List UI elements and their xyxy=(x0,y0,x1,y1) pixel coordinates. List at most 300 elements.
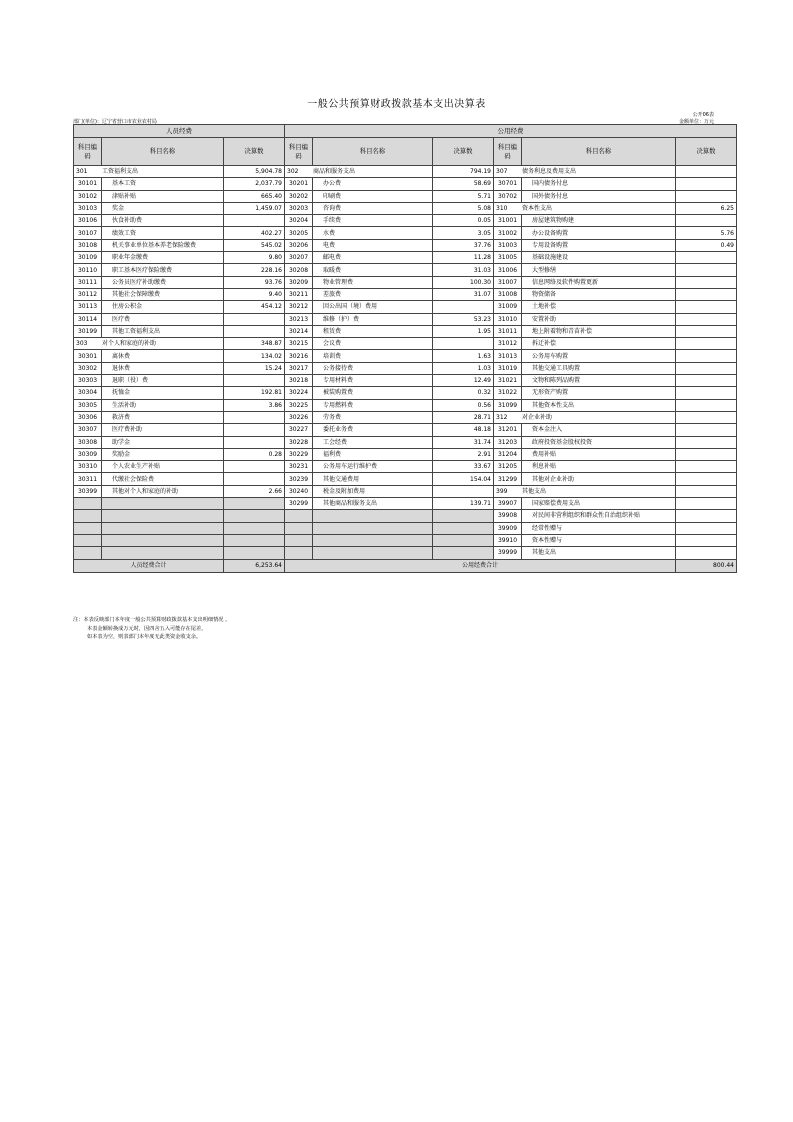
category-cell xyxy=(494,411,676,423)
subject-name: 资本金注入 xyxy=(522,424,676,436)
category-code: 312 xyxy=(496,414,508,422)
subject-code: 30111 xyxy=(74,276,102,288)
subject-code: 30213 xyxy=(285,313,313,325)
subject-name: 利息补贴 xyxy=(522,461,676,473)
subject-name: 维修（护）费 xyxy=(313,313,433,325)
amount-cell xyxy=(224,534,285,546)
amount-cell xyxy=(676,301,737,313)
amount-cell: 794.19 xyxy=(433,166,494,178)
subject-code xyxy=(74,510,102,522)
subject-name: 经常性赠与 xyxy=(522,522,676,534)
amount-cell xyxy=(224,510,285,522)
subject-name: 税金及附加费用 xyxy=(313,485,433,497)
subject-name: 住房公积金 xyxy=(102,301,224,313)
subject-name: 租赁费 xyxy=(313,325,433,337)
table-row xyxy=(74,461,737,473)
subject-name: 专用燃料费 xyxy=(313,399,433,411)
category-code: 301 xyxy=(76,168,88,176)
amount-cell: 2,037.79 xyxy=(224,178,285,190)
table-row xyxy=(74,498,737,510)
subject-code xyxy=(74,522,102,534)
subject-code: 30211 xyxy=(285,288,313,300)
table-number: 公开06表 xyxy=(692,112,714,118)
table-row xyxy=(74,288,737,300)
table-row xyxy=(74,227,737,239)
amount-cell xyxy=(676,215,737,227)
category-cell xyxy=(285,166,433,178)
subject-code: 30229 xyxy=(285,448,313,460)
header-code: 科目编码 xyxy=(74,138,102,166)
amount-cell: 9.80 xyxy=(224,252,285,264)
amount-cell: 0.32 xyxy=(433,387,494,399)
note-line: 注：本表反映部门本年度一般公共预算财政拨款基本支出明细情况 。 xyxy=(73,617,231,623)
amount-cell xyxy=(676,313,737,325)
amount-cell xyxy=(224,325,285,337)
amount-cell: 348.87 xyxy=(224,338,285,350)
amount-cell: 28.71 xyxy=(433,411,494,423)
subject-code: 31012 xyxy=(494,338,522,350)
subject-code: 31201 xyxy=(494,424,522,436)
amount-cell xyxy=(676,350,737,362)
amount-cell xyxy=(676,387,737,399)
subject-code: 31005 xyxy=(494,252,522,264)
amount-cell: 93.76 xyxy=(224,276,285,288)
category-cell xyxy=(494,166,676,178)
table-row xyxy=(74,202,737,214)
subject-code: 30108 xyxy=(74,239,102,251)
subject-code: 31003 xyxy=(494,239,522,251)
category-name: 对个人和家庭的补助 xyxy=(102,340,157,348)
subject-name: 其他社会保障缴费 xyxy=(102,288,224,300)
subject-code: 30199 xyxy=(74,325,102,337)
subject-name: 文物和陈列品购置 xyxy=(522,375,676,387)
subject-code: 30224 xyxy=(285,387,313,399)
amount-cell: 31.03 xyxy=(433,264,494,276)
subject-code: 30309 xyxy=(74,448,102,460)
subject-name: 土地补偿 xyxy=(522,301,676,313)
amount-cell: 665.40 xyxy=(224,190,285,202)
subject-name: 专用设备购置 xyxy=(522,239,676,251)
subject-name xyxy=(313,547,433,559)
subject-name: 职工基本医疗保险缴费 xyxy=(102,264,224,276)
amount-cell: 31.07 xyxy=(433,288,494,300)
amount-cell xyxy=(433,301,494,313)
subject-code: 30107 xyxy=(74,227,102,239)
subject-code: 39999 xyxy=(494,547,522,559)
amount-cell xyxy=(676,448,737,460)
subject-code: 30231 xyxy=(285,461,313,473)
subject-name: 福利费 xyxy=(313,448,433,460)
table-row xyxy=(74,473,737,485)
header-name: 科目名称 xyxy=(313,138,433,166)
subject-name: 办公费 xyxy=(313,178,433,190)
amount-cell: 5.71 xyxy=(433,190,494,202)
subject-name: 公务用车运行维护费 xyxy=(313,461,433,473)
table-row xyxy=(74,387,737,399)
subject-code: 30214 xyxy=(285,325,313,337)
amount-cell xyxy=(676,178,737,190)
amount-cell: 37.76 xyxy=(433,239,494,251)
amount-cell xyxy=(676,325,737,337)
subject-code: 31299 xyxy=(494,473,522,485)
header-code: 科目编码 xyxy=(494,138,522,166)
subject-code: 30112 xyxy=(74,288,102,300)
amount-cell: 11.28 xyxy=(433,252,494,264)
amount-cell: 5.76 xyxy=(676,227,737,239)
subject-code: 30227 xyxy=(285,424,313,436)
amount-cell: 139.71 xyxy=(433,498,494,510)
amount-cell xyxy=(433,510,494,522)
amount-cell xyxy=(224,498,285,510)
subject-name: 办公设备购置 xyxy=(522,227,676,239)
table-row xyxy=(74,338,737,350)
amount-cell xyxy=(676,375,737,387)
subject-name xyxy=(102,498,224,510)
amount-cell: 402.27 xyxy=(224,227,285,239)
amount-cell: 1.03 xyxy=(433,362,494,374)
subject-name: 电费 xyxy=(313,239,433,251)
subject-name: 职业年金缴费 xyxy=(102,252,224,264)
amount-cell xyxy=(224,436,285,448)
category-code: 307 xyxy=(496,168,508,176)
page-title: 一般公共预算财政拨款基本支出决算表 xyxy=(307,99,486,110)
amount-cell: 0.49 xyxy=(676,239,737,251)
table-row xyxy=(74,252,737,264)
subject-name: 物业管理费 xyxy=(313,276,433,288)
subject-name: 其他商品和服务支出 xyxy=(313,498,433,510)
subject-name: 基本工资 xyxy=(102,178,224,190)
subject-name: 培训费 xyxy=(313,350,433,362)
subject-code: 30218 xyxy=(285,375,313,387)
subject-name: 劳务费 xyxy=(313,411,433,423)
amount-cell xyxy=(224,547,285,559)
amount-cell xyxy=(433,485,494,497)
category-name: 工资福利支出 xyxy=(102,168,139,176)
subject-code: 30205 xyxy=(285,227,313,239)
subject-code: 30240 xyxy=(285,485,313,497)
subject-name: 拆迁补偿 xyxy=(522,338,676,350)
subject-code: 31099 xyxy=(494,399,522,411)
amount-cell xyxy=(676,522,737,534)
subject-name: 委托业务费 xyxy=(313,424,433,436)
category-name: 商品和服务支出 xyxy=(313,168,356,176)
subject-code: 39908 xyxy=(494,510,522,522)
subject-code: 31022 xyxy=(494,387,522,399)
public-total-label: 公用经费合计 xyxy=(285,559,676,572)
subject-name: 大型修缮 xyxy=(522,264,676,276)
subject-name: 资本性赠与 xyxy=(522,534,676,546)
subject-name xyxy=(102,510,224,522)
amount-cell xyxy=(676,362,737,374)
amount-cell xyxy=(676,510,737,522)
subject-code: 39910 xyxy=(494,534,522,546)
table-row xyxy=(74,190,737,202)
subject-name: 基础设施建设 xyxy=(522,252,676,264)
subject-code: 30103 xyxy=(74,202,102,214)
table-row xyxy=(74,547,737,559)
table-row xyxy=(74,448,737,460)
amount-cell xyxy=(224,522,285,534)
subject-code: 30102 xyxy=(74,190,102,202)
subject-name: 其他资本性支出 xyxy=(522,399,676,411)
subject-code: 31001 xyxy=(494,215,522,227)
subject-name: 费用补贴 xyxy=(522,448,676,460)
amount-cell xyxy=(224,473,285,485)
amount-cell: 0.56 xyxy=(433,399,494,411)
amount-cell xyxy=(676,264,737,276)
personnel-total-value: 6,253.64 xyxy=(224,559,285,572)
subject-name: 安置补助 xyxy=(522,313,676,325)
subject-code: 30399 xyxy=(74,485,102,497)
subject-name: 津贴补贴 xyxy=(102,190,224,202)
subject-name: 退休费 xyxy=(102,362,224,374)
subject-code: 31013 xyxy=(494,350,522,362)
subject-name: 医疗费补助 xyxy=(102,424,224,436)
amount-cell xyxy=(676,399,737,411)
subject-code: 30306 xyxy=(74,411,102,423)
amount-cell: 6.25 xyxy=(676,202,737,214)
subject-name xyxy=(313,510,433,522)
amount-cell xyxy=(224,411,285,423)
subject-name: 公务员医疗补助缴费 xyxy=(102,276,224,288)
subject-name: 房屋建筑物购建 xyxy=(522,215,676,227)
amount-cell: 5,904.78 xyxy=(224,166,285,178)
table-row xyxy=(74,399,737,411)
category-name: 对企业补助 xyxy=(522,414,553,422)
amount-cell xyxy=(676,498,737,510)
category-code: 399 xyxy=(496,487,508,495)
subject-code: 31002 xyxy=(494,227,522,239)
subject-name: 伙食补助费 xyxy=(102,215,224,227)
subject-name: 其他交通工具购置 xyxy=(522,362,676,374)
category-cell xyxy=(494,202,676,214)
subject-code: 30208 xyxy=(285,264,313,276)
subject-code: 39909 xyxy=(494,522,522,534)
subject-code xyxy=(285,522,313,534)
amount-cell: 2.91 xyxy=(433,448,494,460)
subject-code: 30310 xyxy=(74,461,102,473)
subject-code: 30203 xyxy=(285,202,313,214)
subject-code: 30201 xyxy=(285,178,313,190)
subject-code: 30114 xyxy=(74,313,102,325)
subject-name: 物资储备 xyxy=(522,288,676,300)
subject-name xyxy=(102,547,224,559)
subject-code: 31021 xyxy=(494,375,522,387)
subject-code: 30239 xyxy=(285,473,313,485)
subject-name: 绩效工资 xyxy=(102,227,224,239)
subject-name: 公务接待费 xyxy=(313,362,433,374)
amount-cell: 0.28 xyxy=(224,448,285,460)
amount-cell xyxy=(676,436,737,448)
subject-code: 30301 xyxy=(74,350,102,362)
subject-code xyxy=(74,498,102,510)
subject-code: 30311 xyxy=(74,473,102,485)
subject-name: 邮电费 xyxy=(313,252,433,264)
table-row xyxy=(74,276,737,288)
subject-code: 31010 xyxy=(494,313,522,325)
amount-cell xyxy=(676,534,737,546)
subject-name: 工会经费 xyxy=(313,436,433,448)
subject-name: 咨询费 xyxy=(313,202,433,214)
category-code: 302 xyxy=(287,168,299,176)
table-row xyxy=(74,375,737,387)
amount-cell xyxy=(676,461,737,473)
subject-name: 奖励金 xyxy=(102,448,224,460)
subject-code: 31011 xyxy=(494,325,522,337)
category-cell xyxy=(74,338,224,350)
category-code: 310 xyxy=(496,205,508,213)
unit-line: 金额单位：万元 xyxy=(678,119,714,125)
table-row xyxy=(74,485,737,497)
amount-cell: 48.18 xyxy=(433,424,494,436)
subject-name: 退职（役）费 xyxy=(102,375,224,387)
amount-cell xyxy=(224,461,285,473)
subject-code xyxy=(74,547,102,559)
subject-name: 信息网络及软件购置更新 xyxy=(522,276,676,288)
category-cell xyxy=(74,166,224,178)
subject-code: 31006 xyxy=(494,264,522,276)
table-row xyxy=(74,166,737,178)
table-row xyxy=(74,411,737,423)
amount-cell xyxy=(676,166,737,178)
note-line: 本表金额转换成万元时，因四舍五入可能存在尾差。 xyxy=(87,625,207,632)
subject-code: 39907 xyxy=(494,498,522,510)
amount-cell: 58.69 xyxy=(433,178,494,190)
subject-code xyxy=(285,510,313,522)
subject-code: 30204 xyxy=(285,215,313,227)
subject-code: 30101 xyxy=(74,178,102,190)
amount-cell: 192.81 xyxy=(224,387,285,399)
subject-code: 30206 xyxy=(285,239,313,251)
subject-code: 30113 xyxy=(74,301,102,313)
table-row xyxy=(74,264,737,276)
amount-cell: 53.23 xyxy=(433,313,494,325)
subject-code xyxy=(285,534,313,546)
subject-code: 30106 xyxy=(74,215,102,227)
section-public: 公用经费 xyxy=(285,125,737,138)
category-cell xyxy=(494,485,676,497)
subject-name: 生活补助 xyxy=(102,399,224,411)
amount-cell: 0.05 xyxy=(433,215,494,227)
subject-name: 国家赔偿费用支出 xyxy=(522,498,676,510)
subject-name: 公务用车购置 xyxy=(522,350,676,362)
subject-name: 抚恤金 xyxy=(102,387,224,399)
table-row xyxy=(74,436,737,448)
subject-code: 31019 xyxy=(494,362,522,374)
subject-code: 30109 xyxy=(74,252,102,264)
amount-cell xyxy=(433,522,494,534)
subject-code: 30217 xyxy=(285,362,313,374)
subject-name: 离休费 xyxy=(102,350,224,362)
category-name: 资本性支出 xyxy=(522,205,553,213)
subject-name: 手续费 xyxy=(313,215,433,227)
subject-code: 30305 xyxy=(74,399,102,411)
amount-cell xyxy=(224,375,285,387)
subject-code: 30303 xyxy=(74,375,102,387)
subject-name: 其他工资福利支出 xyxy=(102,325,224,337)
subject-code: 30110 xyxy=(74,264,102,276)
amount-cell: 1.95 xyxy=(433,325,494,337)
amount-cell: 9.40 xyxy=(224,288,285,300)
subject-name: 机关事业单位基本养老保险缴费 xyxy=(102,239,224,251)
table-row xyxy=(74,215,737,227)
amount-cell: 12.49 xyxy=(433,375,494,387)
category-name: 其他支出 xyxy=(522,487,547,495)
subject-code xyxy=(285,547,313,559)
subject-name xyxy=(102,534,224,546)
table-row xyxy=(74,313,737,325)
amount-cell: 1.63 xyxy=(433,350,494,362)
amount-cell: 15.24 xyxy=(224,362,285,374)
subject-name: 其他支出 xyxy=(522,547,676,559)
subject-name: 水费 xyxy=(313,227,433,239)
amount-cell: 100.30 xyxy=(433,276,494,288)
subject-code: 31205 xyxy=(494,461,522,473)
public-total-value: 800.44 xyxy=(676,559,737,572)
header-amount: 决算数 xyxy=(224,138,285,166)
subject-code: 30308 xyxy=(74,436,102,448)
category-code: 303 xyxy=(76,340,88,348)
subject-name: 个人农业生产补贴 xyxy=(102,461,224,473)
subject-name: 地上附着物和青苗补偿 xyxy=(522,325,676,337)
amount-cell xyxy=(676,424,737,436)
subject-code: 31204 xyxy=(494,448,522,460)
amount-cell: 3.05 xyxy=(433,227,494,239)
amount-cell xyxy=(224,313,285,325)
table-row xyxy=(74,239,737,251)
amount-cell xyxy=(433,534,494,546)
amount-cell xyxy=(676,411,737,423)
personnel-total-label: 人员经费合计 xyxy=(74,559,224,572)
totals-row xyxy=(74,559,737,572)
subject-name: 取暖费 xyxy=(313,264,433,276)
subject-name: 奖金 xyxy=(102,202,224,214)
amount-cell: 5.08 xyxy=(433,202,494,214)
subject-code: 30209 xyxy=(285,276,313,288)
subject-code: 30215 xyxy=(285,338,313,350)
subject-name: 国内债务付息 xyxy=(522,178,676,190)
category-name: 债务利息及费用支出 xyxy=(522,168,577,176)
subject-name xyxy=(102,522,224,534)
amount-cell: 2.66 xyxy=(224,485,285,497)
subject-name: 无形资产购置 xyxy=(522,387,676,399)
subject-name: 差旅费 xyxy=(313,288,433,300)
table-row xyxy=(74,350,737,362)
table-row xyxy=(74,325,737,337)
table-row xyxy=(74,178,737,190)
amount-cell xyxy=(676,190,737,202)
subject-code: 31009 xyxy=(494,301,522,313)
expenditure-table xyxy=(73,124,737,573)
subject-code: 30225 xyxy=(285,399,313,411)
subject-name: 助学金 xyxy=(102,436,224,448)
amount-cell xyxy=(676,547,737,559)
amount-cell xyxy=(433,547,494,559)
subject-code: 30302 xyxy=(74,362,102,374)
amount-cell xyxy=(676,485,737,497)
table-row xyxy=(74,424,737,436)
subject-name: 对民间非营利组织和群众性自治组织补贴 xyxy=(522,510,676,522)
amount-cell xyxy=(676,252,737,264)
subject-code xyxy=(74,534,102,546)
subject-name: 被装购置费 xyxy=(313,387,433,399)
amount-cell xyxy=(676,276,737,288)
amount-cell xyxy=(224,215,285,227)
amount-cell: 454.12 xyxy=(224,301,285,313)
subject-code: 30702 xyxy=(494,190,522,202)
subject-name xyxy=(313,534,433,546)
amount-cell: 228.16 xyxy=(224,264,285,276)
